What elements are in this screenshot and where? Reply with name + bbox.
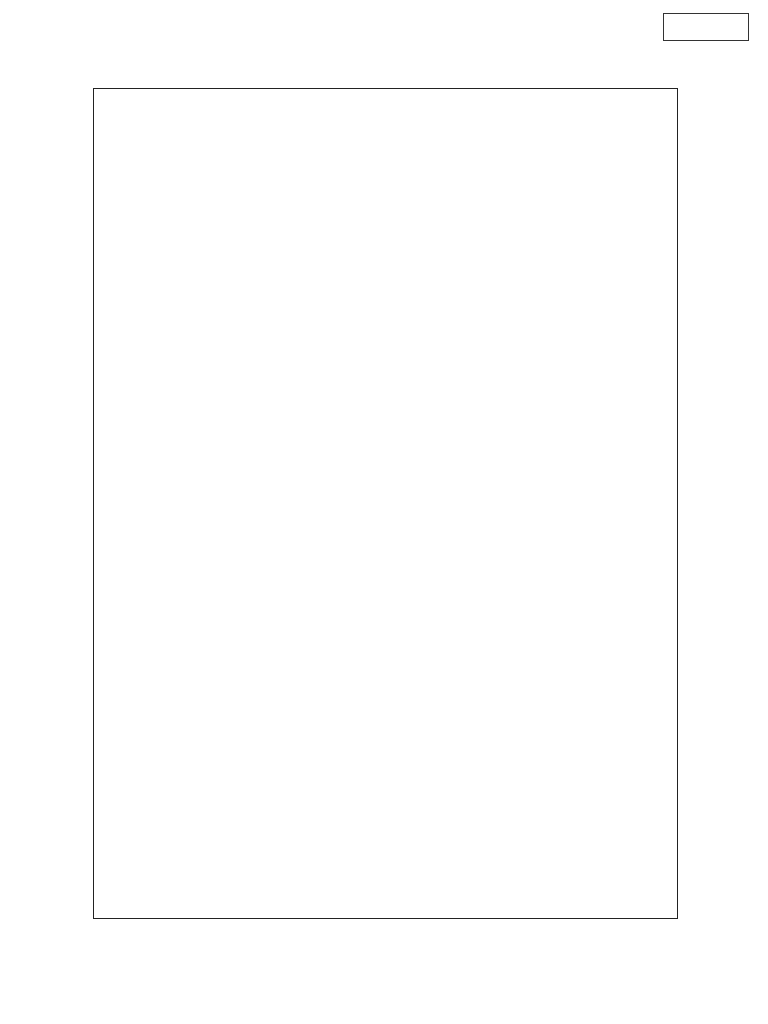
kanji-worksheet	[93, 88, 678, 919]
week-label	[663, 13, 749, 41]
